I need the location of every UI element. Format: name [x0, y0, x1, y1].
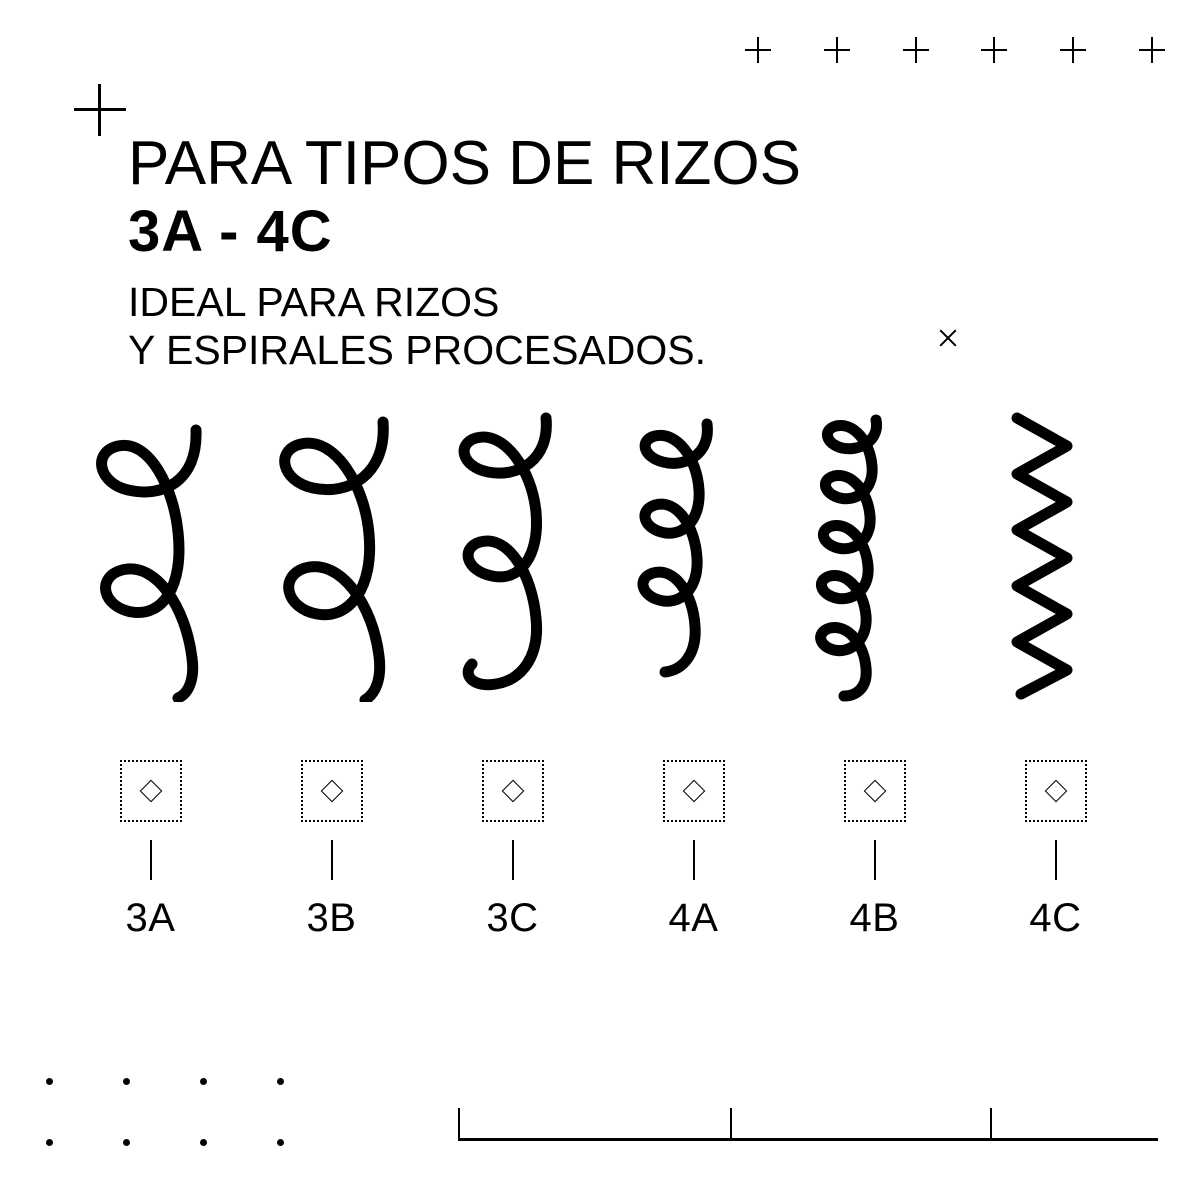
- dotted-box: [1025, 760, 1087, 822]
- ruler-tick: [458, 1108, 460, 1140]
- diamond-icon: [501, 780, 524, 803]
- diamond-icon: [320, 780, 343, 803]
- plus-icon: [745, 37, 771, 63]
- decorative-ruler: [458, 1108, 1158, 1148]
- dot-icon: [277, 1139, 284, 1146]
- diamond-icon: [1044, 780, 1067, 803]
- curl-label-row: [60, 760, 1150, 940]
- dot-icon: [123, 1078, 130, 1085]
- plus-icon: [903, 37, 929, 63]
- dot-icon: [277, 1078, 284, 1085]
- heading-block: [128, 129, 1028, 374]
- curl-label: 4C: [1029, 896, 1082, 940]
- plus-icon: [981, 37, 1007, 63]
- tick-mark: [693, 840, 695, 880]
- tick-mark: [1055, 840, 1057, 880]
- ruler-bar: [458, 1138, 1158, 1141]
- subtitle-line-2: Y ESPIRALES PROCESADOS.: [128, 327, 707, 373]
- plus-icon: [1060, 37, 1086, 63]
- curl-marker-4b[interactable]: [784, 760, 965, 940]
- curl-label: 4B: [849, 896, 900, 940]
- diamond-icon: [139, 780, 162, 803]
- curl-label: 3A: [125, 896, 176, 940]
- dot-icon: [200, 1139, 207, 1146]
- curl-range-title: 3A - 4C: [128, 199, 333, 264]
- curl-illustration-4a: [603, 412, 784, 712]
- tick-mark: [331, 840, 333, 880]
- decorative-plus-row: [745, 30, 1165, 70]
- dot-icon: [200, 1078, 207, 1085]
- tick-mark: [874, 840, 876, 880]
- decorative-dot-grid: [46, 1078, 296, 1200]
- tick-mark: [150, 840, 152, 880]
- dotted-box: [120, 760, 182, 822]
- curl-marker-3b[interactable]: [241, 760, 422, 940]
- diamond-icon: [863, 780, 886, 803]
- curl-illustration-3c: [422, 412, 603, 712]
- page-title: PARA TIPOS DE RIZOS: [128, 129, 801, 198]
- curl-marker-4c[interactable]: [965, 760, 1146, 940]
- subtitle-line-1: IDEAL PARA RIZOS: [128, 279, 500, 325]
- ruler-tick: [730, 1108, 732, 1140]
- dotted-box: [844, 760, 906, 822]
- curl-illustration-3b: [241, 412, 422, 712]
- curl-illustration-row: [60, 412, 1150, 712]
- curl-label: 4A: [668, 896, 719, 940]
- dot-icon: [46, 1139, 53, 1146]
- curl-label: 3C: [486, 896, 539, 940]
- curl-marker-3c[interactable]: [422, 760, 603, 940]
- curl-illustration-3a: [60, 412, 241, 712]
- tick-mark: [512, 840, 514, 880]
- curl-illustration-4c: [965, 412, 1146, 712]
- big-plus-icon: [74, 84, 126, 136]
- ruler-tick: [990, 1108, 992, 1140]
- dotted-box: [663, 760, 725, 822]
- curl-label: 3B: [306, 896, 357, 940]
- dotted-box: [301, 760, 363, 822]
- curl-illustration-4b: [784, 412, 965, 712]
- subtitle: [128, 278, 1028, 374]
- dot-icon: [46, 1078, 53, 1085]
- curl-marker-3a[interactable]: [60, 760, 241, 940]
- plus-icon: [824, 37, 850, 63]
- dotted-box: [482, 760, 544, 822]
- dot-row: [46, 1139, 284, 1146]
- plus-icon: [1139, 37, 1165, 63]
- dot-row: [46, 1078, 284, 1085]
- dot-icon: [123, 1139, 130, 1146]
- diamond-icon: [682, 780, 705, 803]
- curl-marker-4a[interactable]: [603, 760, 784, 940]
